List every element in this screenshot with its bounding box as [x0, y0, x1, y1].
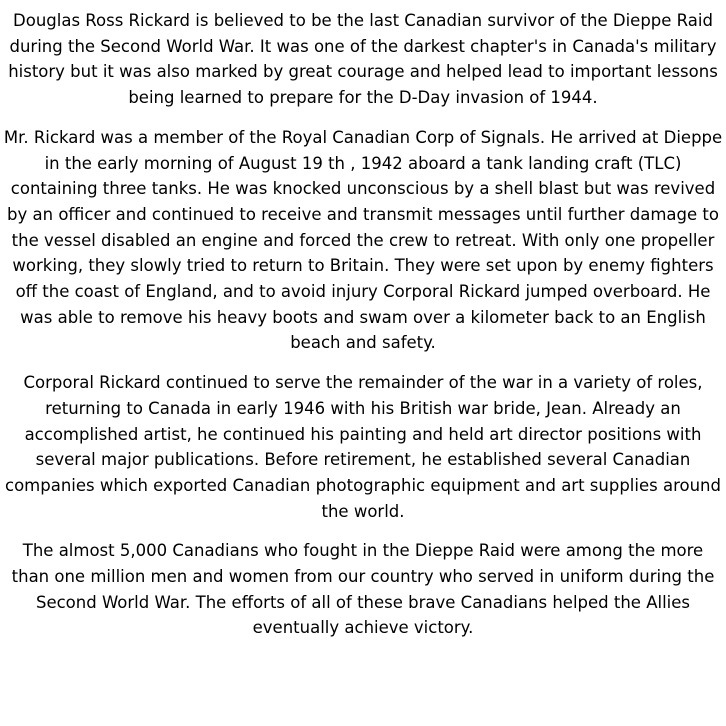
- paragraph-postwar-career: Corporal Rickard continued to serve the remainder of the war in a variety of roles, returning to Canada in early 1946 with his British war bride, Jean. Already an accomplished artist, he continued his painting and held art director positions with several major publications. Before retirement, he established several Canadian companies which exported Canadian photographic equipment and art supplies around the world.: [5, 373, 721, 521]
- paragraph-conclusion: The almost 5,000 Canadians who fought in the Dieppe Raid were among the more than one million men and women from our country who served in uniform during the Second World War. The efforts of all of these brave Canadians helped the Allies eventually achieve victory.: [11, 541, 715, 638]
- article-body: [0, 8, 726, 641]
- paragraph-dieppe-raid-account: Mr. Rickard was a member of the Royal Canadian Corp of Signals. He arrived at Dieppe in the early morning of August 19 th , 1942 aboard a tank landing craft (TLC) containing three tanks. He was knocked unconscious by a shell blast but was revived by an officer and continued to receive and transmit messages until further damage to the vessel disabled an engine and forced the crew to retreat. With only one propeller working, they slowly tried to return to Britain. They were set upon by enemy fighters off the coast of England, and to avoid injury Corporal Rickard jumped overboard. He was able to remove his heavy boots and swam over a kilometer back to an English beach and safety.: [3, 127, 723, 353]
- paragraph-intro: Douglas Ross Rickard is believed to be the last Canadian survivor of the Dieppe Raid during the Second World War. It was one of the darkest chapter's in Canada's military history but it was also marked by great courage and helped lead to important lessons being learned to prepare for the D-Day invasion of 1944.: [8, 11, 718, 108]
